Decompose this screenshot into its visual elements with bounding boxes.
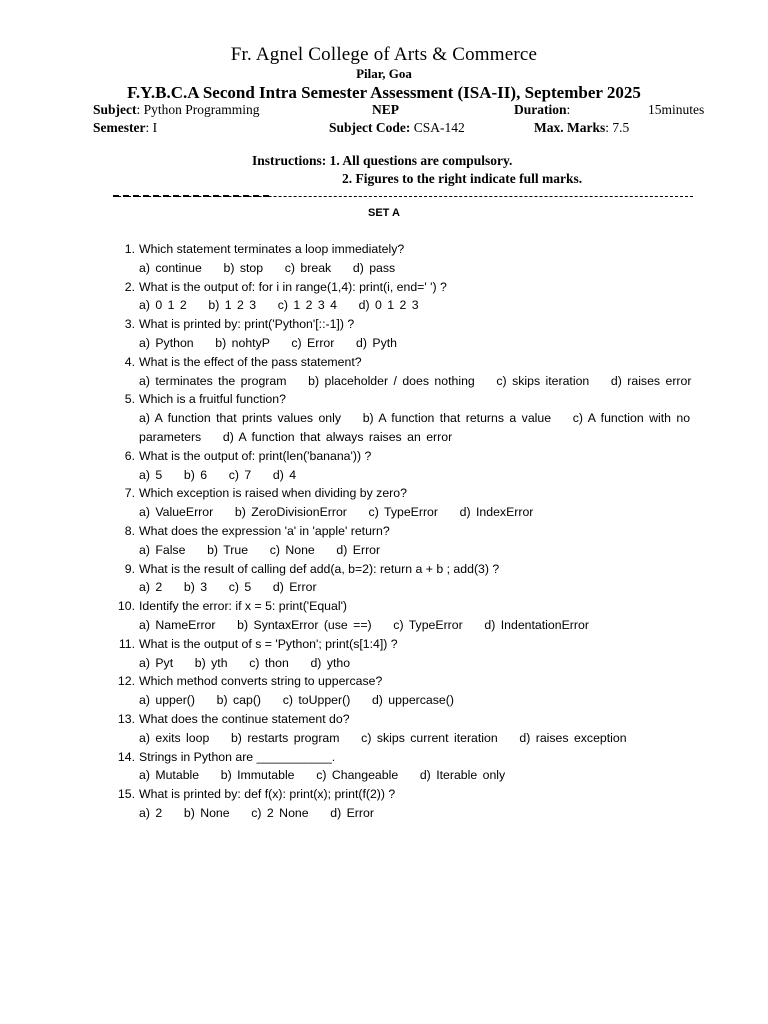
- question-options: a) Mutable b) Immutable c) Changeable d) Iterable only: [139, 768, 506, 783]
- max-marks-field: [534, 120, 629, 136]
- set-label: SET A: [368, 207, 400, 219]
- question-text: What is the result of calling def add(a, b=2): return a + b ; add(3) ?: [139, 561, 500, 576]
- question-text: What does the continue statement do?: [139, 711, 350, 726]
- question-item: [111, 522, 701, 560]
- subject-field: [93, 102, 260, 118]
- question-options: a) ValueError b) ZeroDivisionError c) TypeError d) IndexError: [139, 505, 534, 520]
- duration-value: 15minutes: [648, 102, 705, 117]
- question-number: 11.: [118, 636, 135, 651]
- question-text: What is the output of: for i in range(1,4): print(i, end=' ') ?: [139, 279, 447, 294]
- question-item: [111, 785, 701, 823]
- semester-field: [93, 120, 157, 136]
- question-options: a) Pyt b) yth c) thon d) ytho: [139, 655, 351, 670]
- question-item: [111, 484, 701, 522]
- question-options: a) exits loop b) restarts program c) skips current iteration d) raises exception: [139, 730, 627, 745]
- question-text: Which is a fruitful function?: [139, 392, 286, 407]
- semester-label: Semester: [93, 120, 146, 135]
- question-options: a) terminates the program b) placeholder / does nothing c) skips iteration d) raises error: [139, 373, 692, 388]
- question-number: 5.: [124, 392, 135, 407]
- nep-label: NEP: [372, 102, 399, 117]
- question-text: What is printed by: print('Python'[::-1]) ?: [139, 317, 355, 332]
- question-item: [111, 278, 701, 316]
- question-number: 10.: [117, 599, 135, 614]
- question-options: a) 0 1 2 b) 1 2 3 c) 1 2 3 4 d) 0 1 2 3: [139, 298, 419, 313]
- question-text: What is the effect of the pass statement?: [139, 354, 362, 369]
- question-number: 8.: [124, 523, 135, 538]
- question-item: [111, 447, 701, 485]
- question-options: a) 5 b) 6 c) 7 d) 4: [139, 467, 297, 482]
- question-options: a) NameError b) SyntaxError (use ==) c) TypeError d) IndentationError: [139, 617, 589, 632]
- instruction-line-1: Instructions: 1. All questions are compulsory.: [252, 153, 513, 168]
- question-item: [111, 390, 701, 446]
- question-number: 14.: [117, 749, 135, 764]
- subject-label: Subject: [93, 102, 137, 117]
- duration-label: Duration: [514, 102, 567, 117]
- question-text: Which exception is raised when dividing by zero?: [139, 486, 407, 501]
- question-number: 9.: [124, 561, 135, 576]
- question-number: 6.: [124, 448, 135, 463]
- question-options: a) False b) True c) None d) Error: [139, 542, 381, 557]
- max-marks-label: Max. Marks: [534, 120, 606, 135]
- question-options: a) upper() b) cap() c) toUpper() d) uppercase(): [139, 693, 454, 708]
- semester-value: : I: [145, 120, 158, 135]
- question-item: [111, 240, 701, 278]
- question-number: 1.: [124, 242, 135, 256]
- question-number: 3.: [124, 317, 135, 332]
- question-options: a) 2 b) None c) 2 None d) Error: [139, 805, 374, 820]
- question-item: [111, 710, 701, 748]
- question-number: 13.: [117, 711, 135, 726]
- question-item: [111, 353, 701, 391]
- question-options: a) A function that prints values only b) A function that returns a value c) A function with no parameters d) A function that always raises an error: [139, 411, 696, 444]
- question-item: [111, 597, 701, 635]
- max-marks-value: : 7.5: [605, 120, 630, 135]
- exam-title: F.Y.B.C.A Second Intra Semester Assessment (ISA-II), September 2025: [127, 83, 641, 102]
- question-text: What is the output of: print(len('banana')) ?: [139, 448, 372, 463]
- question-options: a) Python b) nohtyP c) Error d) Pyth: [139, 335, 397, 350]
- question-list: [111, 240, 701, 823]
- college-name: Fr. Agnel College of Arts & Commerce: [230, 44, 538, 65]
- duration-field: Duration:: [514, 102, 571, 117]
- subject-code-field: [329, 120, 465, 136]
- question-number: 2.: [124, 279, 135, 294]
- question-text: Strings in Python are ___________.: [139, 749, 336, 764]
- subject-code-label: Subject Code:: [329, 120, 411, 135]
- question-text: What does the expression 'a' in 'apple' return?: [139, 523, 390, 538]
- question-text: What is printed by: def f(x): print(x); print(f(2)) ?: [139, 787, 396, 802]
- question-number: 12.: [117, 674, 135, 689]
- question-number: 4.: [124, 354, 135, 369]
- question-item: [111, 672, 701, 710]
- question-text: Identify the error: if x = 5: print('Equal'): [139, 599, 348, 614]
- question-item: [111, 748, 701, 786]
- question-item: [111, 635, 701, 673]
- question-text: Which method converts string to uppercase?: [139, 674, 383, 689]
- question-item: [111, 315, 701, 353]
- question-text: What is the output of s = 'Python'; print(s[1:4]) ?: [139, 636, 398, 651]
- question-text: Which statement terminates a loop immediately?: [139, 242, 405, 256]
- question-number: 7.: [124, 486, 135, 501]
- question-options: a) continue b) stop c) break d) pass: [139, 260, 396, 275]
- subject-value: : Python Programming: [136, 102, 260, 117]
- subject-code-value: CSA-142: [413, 120, 465, 135]
- instruction-line-2: 2. Figures to the right indicate full marks.: [342, 171, 583, 186]
- question-options: a) 2 b) 3 c) 5 d) Error: [139, 580, 317, 595]
- separator-line-bold: [113, 195, 269, 197]
- question-number: 15.: [117, 787, 135, 802]
- question-item: [111, 560, 701, 598]
- college-location: Pilar, Goa: [356, 66, 412, 81]
